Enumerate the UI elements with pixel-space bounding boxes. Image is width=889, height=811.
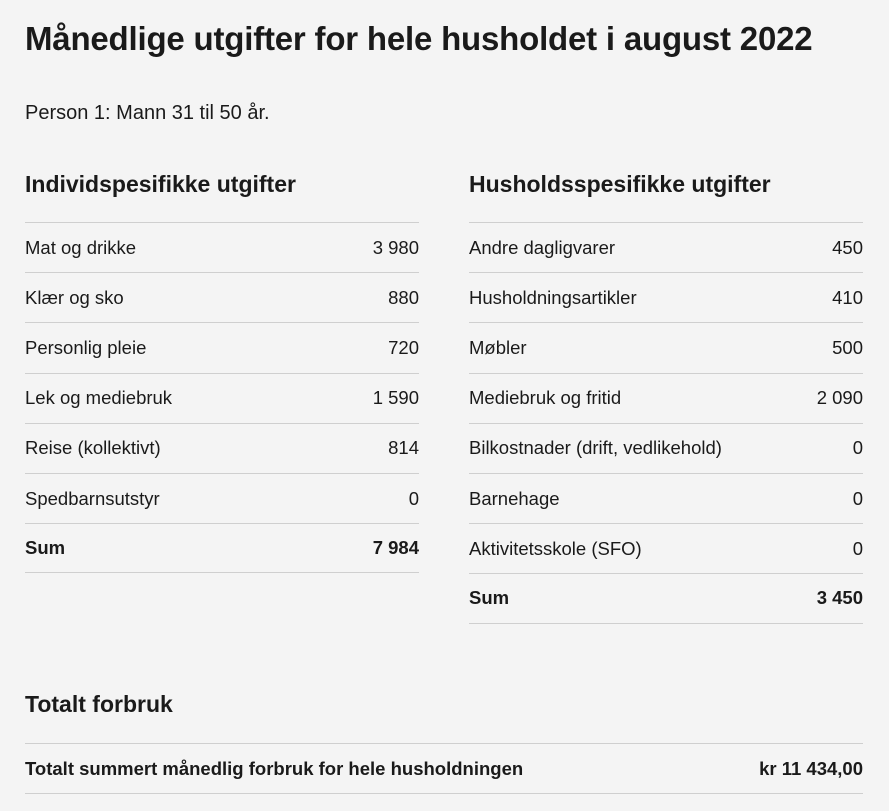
expense-row-food (25, 222, 419, 272)
expense-label: Spedbarnsutstyr (25, 487, 160, 509)
expense-value: 0 (408, 487, 419, 509)
expense-value: 0 (852, 487, 863, 509)
expense-row-personal-care (25, 322, 419, 372)
total-heading: Totalt forbruk (25, 691, 173, 717)
expense-label: Mat og drikke (25, 236, 137, 258)
total-row (25, 743, 863, 794)
expense-label: Barnehage (469, 487, 560, 509)
expense-label: Andre dagligvarer (469, 236, 616, 258)
expense-label: Mediebruk og fritid (469, 387, 622, 409)
page-title: Månedlige utgifter for hele husholdet i august 2022 (25, 20, 813, 57)
expense-row-other-groceries (469, 222, 863, 272)
individual-expenses-heading: Individspesifikke utgifter (25, 171, 296, 197)
expense-value: 2 090 (816, 387, 863, 409)
expense-row-furniture (469, 322, 863, 372)
expense-value: 0 (852, 537, 863, 559)
expense-label: Klær og sko (25, 286, 124, 308)
expense-value: 3 980 (372, 236, 419, 258)
expense-value: 720 (388, 336, 419, 358)
expense-row-household-articles (469, 272, 863, 322)
expense-label: Bilkostnader (drift, vedlikehold) (469, 437, 722, 459)
person-description: Person 1: Mann 31 til 50 år. (25, 102, 270, 124)
expense-row-clothing (25, 272, 419, 322)
expense-label: Aktivitetsskole (SFO) (469, 537, 642, 559)
total-label: Totalt summert månedlig forbruk for hele husholdningen (25, 757, 524, 779)
sum-value: 3 450 (816, 587, 863, 609)
expense-label: Personlig pleie (25, 336, 147, 358)
household-expenses-heading: Husholdsspesifikke utgifter (469, 171, 771, 197)
expense-value: 500 (832, 336, 863, 358)
expense-label: Møbler (469, 336, 527, 358)
expense-value: 814 (388, 437, 419, 459)
expense-label: Lek og mediebruk (25, 387, 173, 409)
expense-row-baby-equipment (25, 473, 419, 523)
household-expenses-section (469, 168, 863, 624)
household-sum-row (469, 573, 863, 623)
expense-row-car-costs (469, 423, 863, 473)
total-value: kr 11 434,00 (759, 757, 863, 779)
expense-label: Husholdningsartikler (469, 286, 637, 308)
expense-value: 450 (832, 236, 863, 258)
sum-label: Sum (25, 537, 66, 559)
expense-row-after-school (469, 523, 863, 573)
expense-row-kindergarten (469, 473, 863, 523)
sum-value: 7 984 (372, 537, 419, 559)
individual-expenses-section (25, 168, 419, 573)
expense-row-media-leisure (469, 373, 863, 423)
expense-value: 0 (852, 437, 863, 459)
expense-value: 880 (388, 286, 419, 308)
expense-row-travel (25, 423, 419, 473)
individual-sum-row (25, 523, 419, 573)
individual-expenses-table (25, 222, 419, 573)
expense-row-play-media (25, 373, 419, 423)
household-expenses-table (469, 222, 863, 624)
expense-value: 410 (832, 286, 863, 308)
expense-label: Reise (kollektivt) (25, 437, 161, 459)
sum-label: Sum (469, 587, 510, 609)
expense-value: 1 590 (372, 387, 419, 409)
